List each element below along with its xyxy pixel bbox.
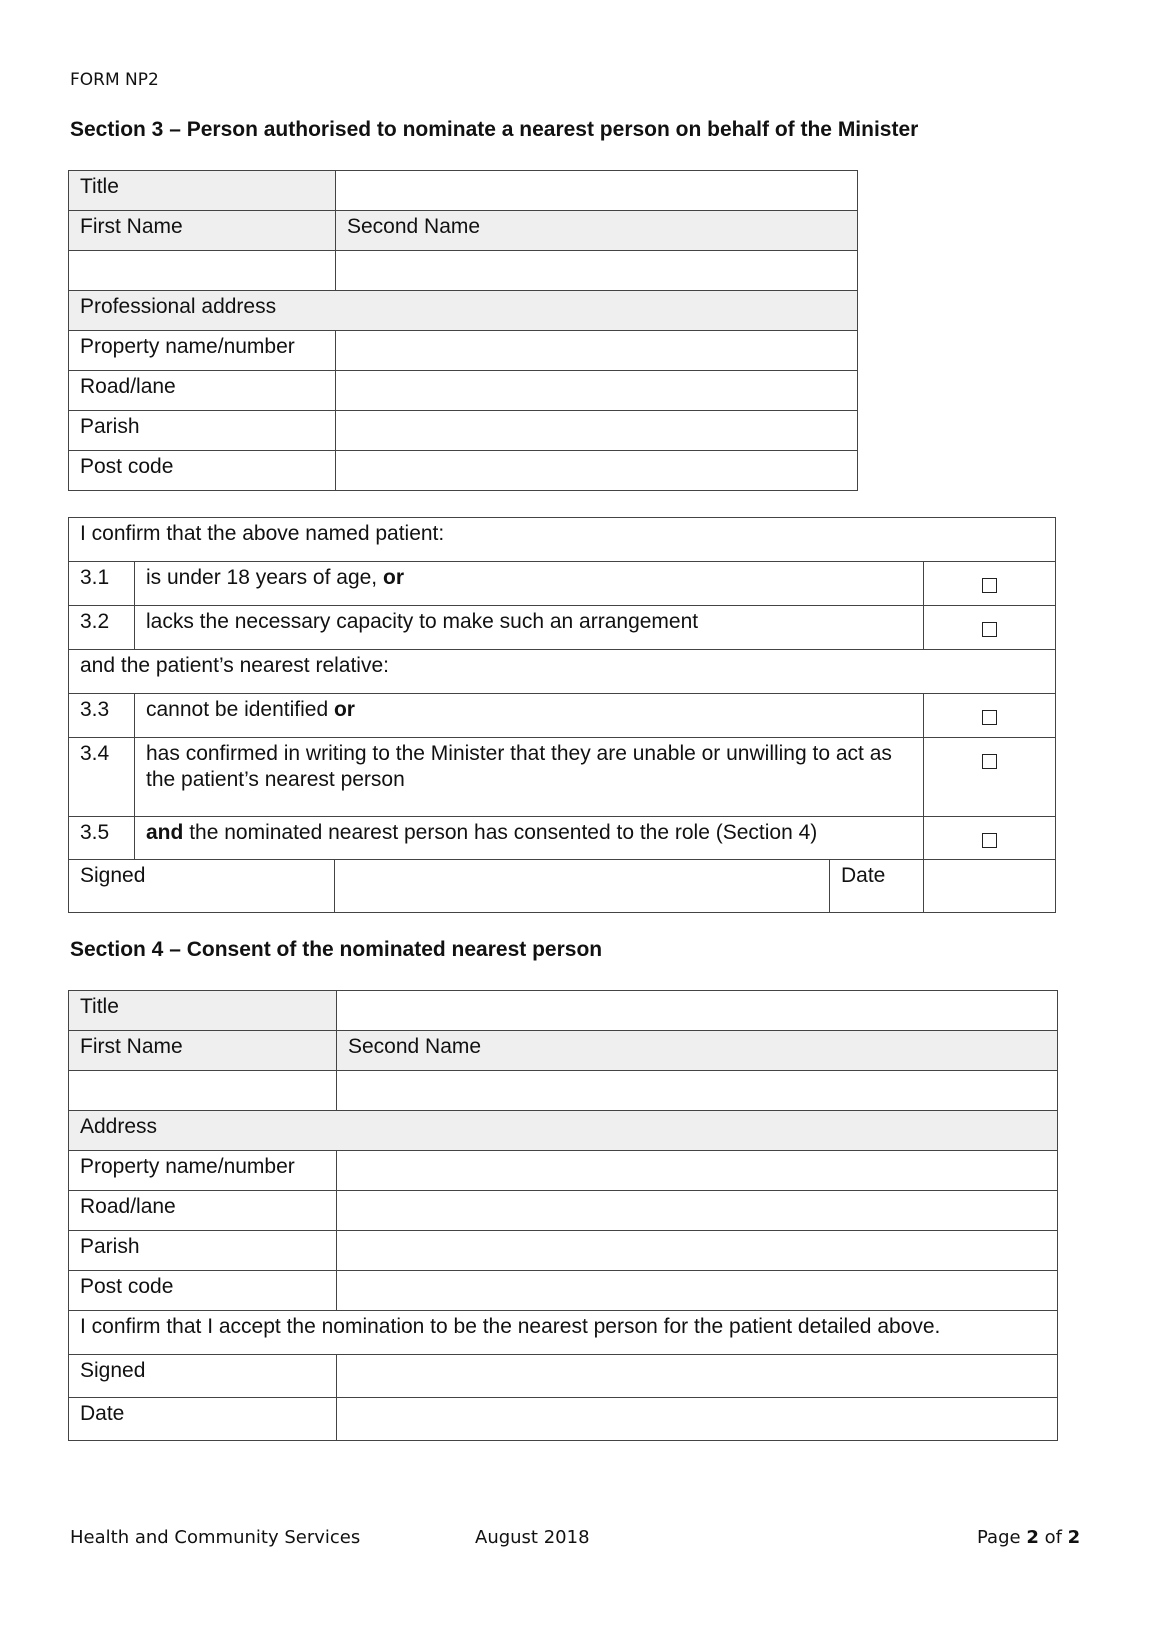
checkbox-3-3[interactable] xyxy=(982,710,997,725)
section-4-heading: Section 4 – Consent of the nominated nearest person xyxy=(70,938,603,961)
confirm-item-3-1 xyxy=(69,562,1056,606)
confirmation-table xyxy=(68,517,1056,913)
checkbox-3-2[interactable] xyxy=(982,622,997,637)
section-4-details-table xyxy=(68,990,1058,1441)
road-field[interactable] xyxy=(336,371,858,411)
property-label: Property name/number xyxy=(69,331,336,371)
confirm-item-3-4 xyxy=(69,738,1056,817)
accept-statement: I confirm that I accept the nomination to be the nearest person for the patient detailed above. xyxy=(69,1311,1058,1355)
confirm-item-3-5 xyxy=(69,817,1056,860)
parish-field[interactable] xyxy=(336,411,858,451)
postcode-field[interactable] xyxy=(337,1271,1058,1311)
first-name-label: First Name xyxy=(69,211,336,251)
parish-label: Parish xyxy=(69,1231,337,1271)
parish-label: Parish xyxy=(69,411,336,451)
first-name-field[interactable] xyxy=(69,251,336,291)
title-label: Title xyxy=(69,991,337,1031)
title-field[interactable] xyxy=(337,991,1058,1031)
postcode-label: Post code xyxy=(69,1271,337,1311)
item-text: has confirmed in writing to the Minister that they are unable or unwilling to act as the patient’s nearest person xyxy=(135,738,924,817)
date-field[interactable] xyxy=(337,1398,1058,1441)
road-label: Road/lane xyxy=(69,371,336,411)
item-number: 3.5 xyxy=(69,817,135,860)
signed-label: Signed xyxy=(69,860,335,913)
road-label: Road/lane xyxy=(69,1191,337,1231)
form-id: FORM NP2 xyxy=(70,70,159,90)
property-label: Property name/number xyxy=(69,1151,337,1191)
item-text: and the nominated nearest person has consented to the role (Section 4) xyxy=(135,817,924,860)
title-field[interactable] xyxy=(336,171,858,211)
title-label: Title xyxy=(69,171,336,211)
second-name-label: Second Name xyxy=(337,1031,1058,1071)
relative-intro: and the patient’s nearest relative: xyxy=(69,650,1056,694)
confirm-item-3-2 xyxy=(69,606,1056,650)
footer-organisation: Health and Community Services xyxy=(70,1527,361,1548)
checkbox-3-5[interactable] xyxy=(982,833,997,848)
signed-field[interactable] xyxy=(335,860,830,913)
confirm-item-3-3 xyxy=(69,694,1056,738)
property-field[interactable] xyxy=(336,331,858,371)
first-name-label: First Name xyxy=(69,1031,337,1071)
footer-date: August 2018 xyxy=(475,1527,590,1548)
item-text: cannot be identified or xyxy=(135,694,924,738)
date-label: Date xyxy=(69,1398,337,1441)
postcode-label: Post code xyxy=(69,451,336,491)
item-number: 3.4 xyxy=(69,738,135,817)
item-text: is under 18 years of age, or xyxy=(135,562,924,606)
postcode-field[interactable] xyxy=(336,451,858,491)
item-number: 3.1 xyxy=(69,562,135,606)
first-name-field[interactable] xyxy=(69,1071,337,1111)
footer-page-number: Page 2 of 2 xyxy=(977,1527,1081,1548)
second-name-field[interactable] xyxy=(337,1071,1058,1111)
road-field[interactable] xyxy=(337,1191,1058,1231)
checkbox-3-1[interactable] xyxy=(982,578,997,593)
second-name-label: Second Name xyxy=(336,211,858,251)
section-3-details-table xyxy=(68,170,858,491)
item-text: lacks the necessary capacity to make such an arrangement xyxy=(135,606,924,650)
property-field[interactable] xyxy=(337,1151,1058,1191)
date-field[interactable] xyxy=(924,860,1056,913)
signed-label: Signed xyxy=(69,1355,337,1398)
item-number: 3.3 xyxy=(69,694,135,738)
parish-field[interactable] xyxy=(337,1231,1058,1271)
signed-field[interactable] xyxy=(337,1355,1058,1398)
section-3-heading: Section 3 – Person authorised to nominate a nearest person on behalf of the Minister xyxy=(70,118,919,141)
date-label: Date xyxy=(830,860,924,913)
professional-address-header: Professional address xyxy=(69,291,858,331)
address-header: Address xyxy=(69,1111,1058,1151)
confirm-intro: I confirm that the above named patient: xyxy=(69,518,1056,562)
checkbox-3-4[interactable] xyxy=(982,754,997,769)
item-number: 3.2 xyxy=(69,606,135,650)
second-name-field[interactable] xyxy=(336,251,858,291)
